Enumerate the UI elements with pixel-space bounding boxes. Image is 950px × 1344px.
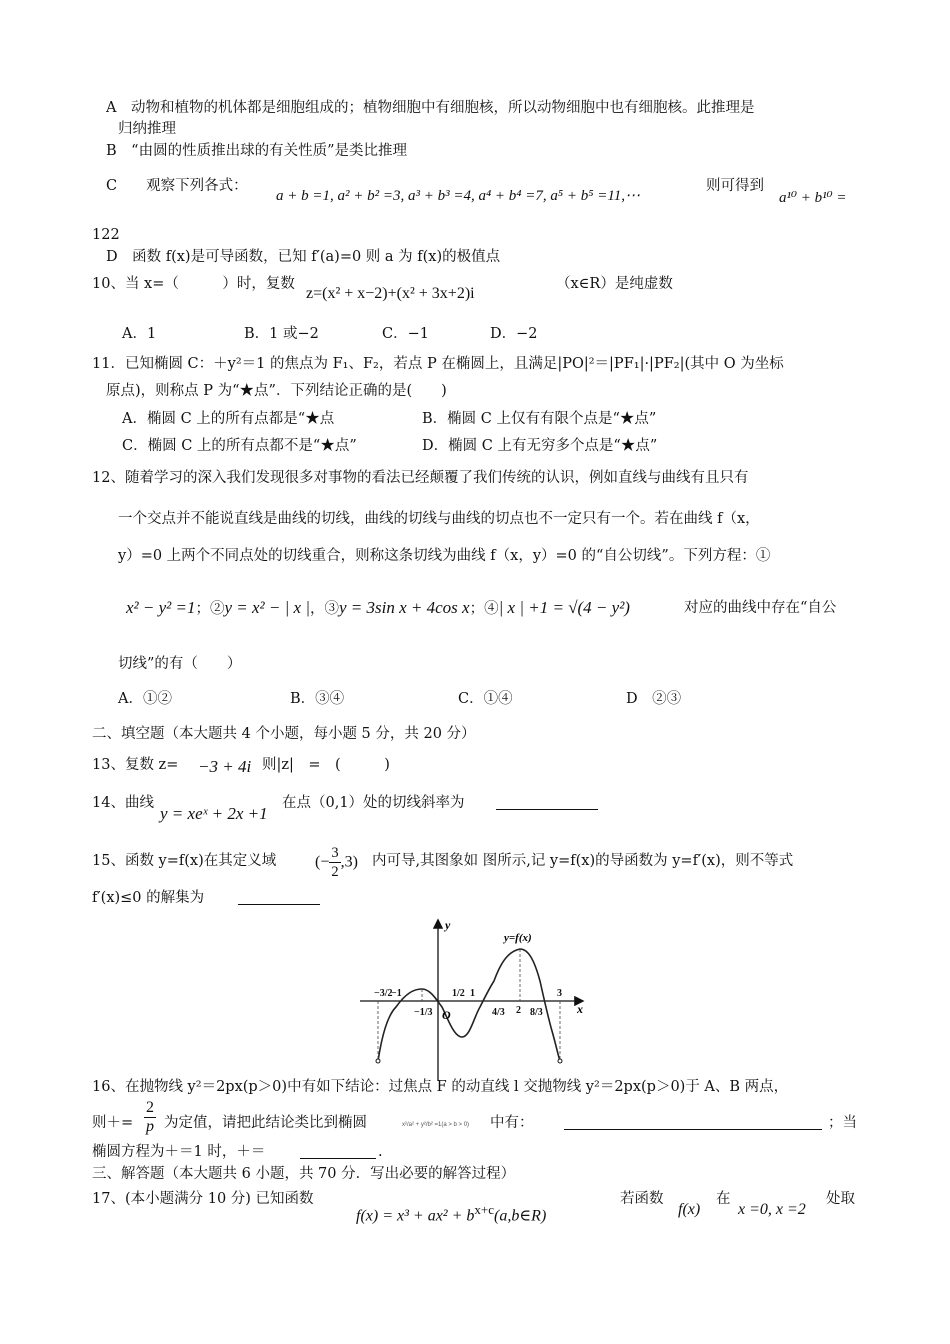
q14-formula: y = xeˣ + 2x +1 [160,804,268,823]
q10-lead: 10、当 x=（ ）时，复数 [92,276,295,292]
q13-formula: −3 + 4i [198,757,252,776]
q15-answer-blank [238,890,320,905]
function-graph [356,915,596,1085]
tick-label-neg-1-3: −1/3 [414,1007,433,1018]
q17-formula-sup: x+c [474,1202,494,1217]
q12-stem-line3: y）=0 上两个不同点处的切线重合，则称这条切线为曲线 f（x，y）=0 的“自公切线”。下列方程：① [118,548,771,564]
q9-option-a-line2: 归纳推理 [118,121,176,137]
q15-domain-close: ,3) [340,853,358,871]
q15-lead: 15、函数 y=f(x)在其定义域 [92,853,277,869]
q12-option-c: C．①④ [458,691,513,707]
q16-answer-blank-2 [300,1144,376,1159]
q17-points: x =0, x =2 [738,1201,806,1218]
q9-option-b: B “由圆的性质推出球的有关性质”是类比推理 [106,143,407,159]
q14-tail: 在点（0,1）处的切线斜率为 [282,795,465,811]
tick-label-neg-1: −1 [391,988,402,999]
section-2-heading: 二、填空题（本大题共 4 个小题，每小题 5 分，共 20 分） [92,726,476,742]
q16-stem-line3-lead: 椭圆方程为＋＝1 时，＋＝ [92,1144,266,1160]
q15-domain-fraction [329,844,340,881]
q13-lead: 13、复数 z= [92,757,179,773]
q12-equations [126,598,630,619]
curve-label: y=f(x) [504,932,532,944]
q10-option-b: B．1 或−2 [244,326,319,342]
q16-answer-blank-1 [564,1115,822,1130]
tick-label-neg-3-2: −3/2 [374,988,393,999]
q16-ellipse-equation: x²/a² + y²/b² =1(a > b > 0) [402,1122,470,1128]
q9-option-d: D 函数 f(x)是可导函数，已知 f′(a)=0 则 a 为 f(x)的极值点 [106,249,501,265]
q17-formula-wrap [356,1200,546,1226]
q16-fraction [144,1099,156,1136]
tick-label-4-3: 4/3 [492,1007,505,1018]
origin-label: O [442,1008,451,1022]
x-axis-label: x [577,1002,583,1016]
q11-stem-line2: 原点)，则称点 P 为“★点”．下列结论正确的是( ) [106,383,447,399]
q16-stem-line1: 16、在抛物线 y²＝2px(p＞0)中有如下结论：过焦点 F 的动直线 l 交抛物线 y²＝2px(p＞0)于 A、B 两点， [92,1079,789,1095]
q12-equations-tail: 对应的曲线中存在“自公 [684,600,837,616]
q12-stem-line5: 切线”的有（ ） [118,656,242,672]
q13-tail: 则|z| = ( ) [262,757,390,773]
y-axis-label: y [445,918,451,932]
tick-label-2: 2 [516,1005,521,1016]
q16-stem-line2-end: ；当 [828,1115,857,1131]
q15-line2: f′(x)≤0 的解集为 [92,890,205,906]
q9-option-c-target: a¹⁰ + b¹⁰ = [779,190,847,206]
q11-option-a: A．椭圆 C 上的所有点都是“★点 [122,411,335,427]
q15-domain-num: 3 [331,845,339,861]
q11-option-b: B．椭圆 C 上仅有有限个点是“★点” [422,411,657,427]
q12-sep2: ，③ [310,601,340,617]
q9-option-c-formula: a + b =1, a² + b² =3, a³ + b³ =4, a⁴ + b⁴ =7, a⁵ + b⁵ =11,⋯ [276,188,640,204]
q16-fraction-num: 2 [146,1099,154,1116]
q12-sep3: ；④ [469,601,499,617]
q16-stem-line2-mid: 为定值，请把此结论类比到椭圆 [164,1115,367,1131]
q12-option-d: D ②③ [626,691,682,707]
q12-eq2: y = x² − | x | [224,598,311,617]
q17-lead: 17、(本小题满分 10 分) 已知函数 [92,1191,314,1207]
tick-label-8-3: 8/3 [530,1007,543,1018]
q15-tail: 内可导,其图象如 图所示,记 y=f(x)的导函数为 y=f′(x)，则不等式 [372,853,794,869]
q10-option-a: A．1 [122,326,157,342]
q9-option-c-answer: 122 [92,227,120,243]
q10-tail: （x∈R）是纯虚数 [556,276,673,292]
q12-option-b: B．③④ [290,691,345,707]
q9-option-a-line1: A 动物和植物的机体都是细胞组成的；植物细胞中有细胞核，所以动物细胞中也有细胞核。此推理是 [106,100,755,116]
q17-at: 在 [716,1191,731,1207]
q11-option-c: C．椭圆 C 上的所有点都不是“★点” [122,438,357,454]
tick-label-3: 3 [557,988,562,999]
q16-fraction-wrap [144,1099,156,1145]
q17-tail: 处取 [826,1191,855,1207]
q12-sep1: ；② [195,601,225,617]
q15-domain [315,844,358,884]
q11-stem-line1: 11．已知椭圆 C：＋y²＝1 的焦点为 F₁、F₂，若点 P 在椭圆上，且满足|PO|²＝|PF₁|·|PF₂|(其中 O 为坐标 [92,356,784,372]
q12-eq1: x² − y² =1 [126,598,196,617]
q12-eq3: y = 3sin x + 4cos x [339,598,470,617]
q10-option-d: D．−2 [490,326,538,342]
q12-stem-line2: 一个交点并不能说直线是曲线的切线，曲线的切线与曲线的切点也不一定只有一个。若在曲线 f（x， [118,511,760,527]
tick-label-1-2: 1/2 [452,988,465,999]
q9-option-c-lead: C 观察下列各式： [106,178,248,194]
section-3-heading: 三、解答题（本大题共 6 小题，共 70 分．写出必要的解答过程） [92,1166,516,1182]
q17-formula-tail: (a,b∈R) [494,1207,547,1225]
q16-fraction-den: p [146,1118,154,1135]
q12-stem-line1: 12、随着学习的深入我们发现很多对事物的看法已经颠覆了我们传统的认识，例如直线与曲线有且只有 [92,470,749,486]
q17-mid: 若函数 [620,1191,664,1207]
function-curve [378,949,560,1061]
q10-option-c: C．−1 [382,326,429,342]
tick-label-1: 1 [470,988,475,999]
q15-domain-open: (− [315,853,330,871]
q16-stem-line3-end: . [378,1144,383,1160]
q16-stem-line2-lead: 则＋= [92,1115,134,1131]
q14-lead: 14、曲线 [92,795,154,811]
q15-domain-den: 2 [331,864,339,880]
q9-option-c-tail: 则可得到 [706,178,764,194]
q10-formula: z=(x² + x−2)+(x² + 3x+2)i [306,285,475,302]
q16-stem-line2-tail: 中有： [490,1115,534,1131]
q17-formula: f(x) = x³ + ax² + b [356,1207,475,1225]
q14-answer-blank [496,795,598,810]
q11-option-d: D．椭圆 C 上有无穷多个点是“★点” [422,438,658,454]
q12-option-a: A．①② [118,691,172,707]
q12-eq4: | x | +1 = √(4 − y²) [498,598,630,617]
q17-fx: f(x) [678,1201,701,1218]
